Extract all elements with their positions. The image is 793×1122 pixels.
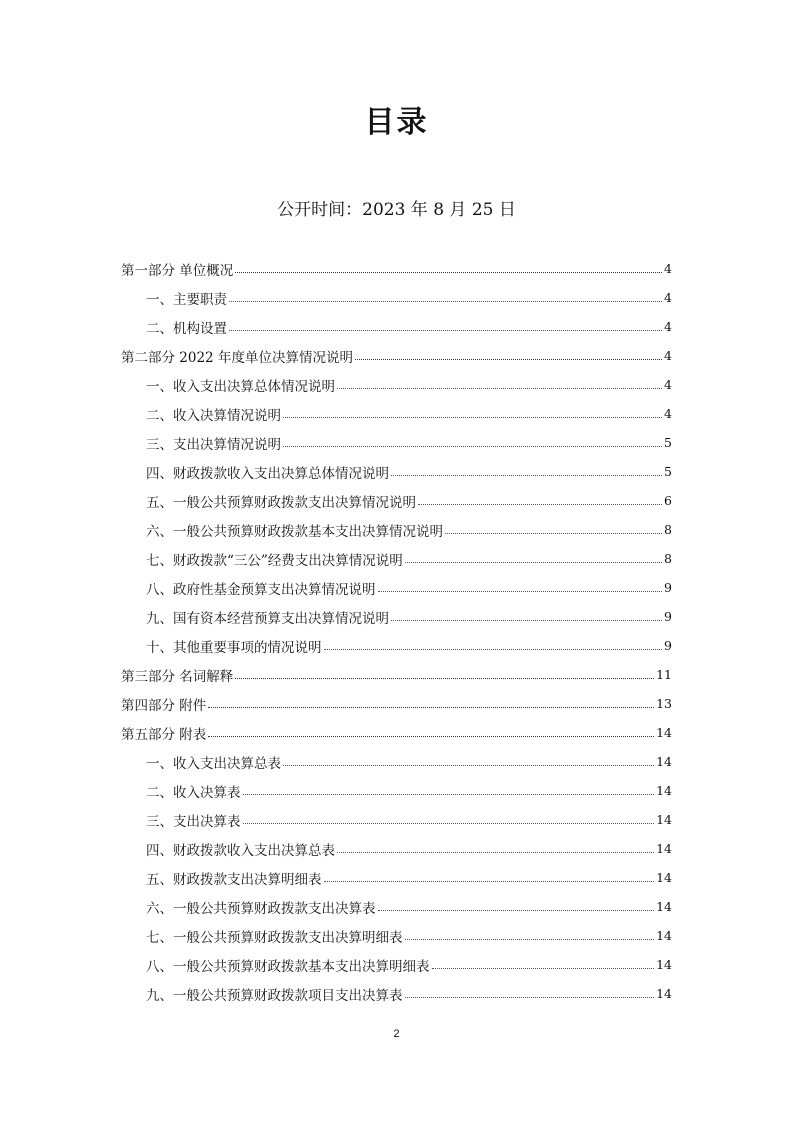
toc-entry[interactable] — [121, 631, 672, 660]
toc-entry-label: 二、收入决算情况说明 — [146, 407, 281, 424]
toc-entry-page: 4 — [664, 319, 672, 334]
toc-dot-leader — [208, 707, 654, 708]
toc-entry-label: 九、国有资本经营预算支出决算情况说明 — [146, 610, 389, 627]
toc-entry[interactable] — [121, 747, 672, 776]
toc-entry[interactable] — [121, 892, 672, 921]
toc-entry-label: 二、机构设置 — [146, 320, 227, 337]
toc-entry-page: 14 — [656, 899, 672, 914]
toc-entry-label: 一、收入支出决算总体情况说明 — [146, 378, 335, 395]
toc-entry-label: 四、财政拨款收入支出决算总表 — [146, 842, 335, 859]
toc-entry[interactable] — [121, 689, 672, 718]
toc-entry-page: 8 — [664, 522, 672, 537]
toc-entry[interactable] — [121, 834, 672, 863]
toc-entry[interactable] — [121, 428, 672, 457]
toc-entry-page: 5 — [664, 435, 672, 450]
toc-entry[interactable] — [121, 950, 672, 979]
toc-entry-label: 一、收入支出决算总表 — [146, 755, 281, 772]
toc-dot-leader — [283, 417, 662, 418]
page-number: 2 — [393, 1028, 400, 1040]
toc-entry-page: 14 — [656, 725, 672, 740]
toc-dot-leader — [391, 620, 662, 621]
toc-entry-label: 七、一般公共预算财政拨款支出决算明细表 — [146, 929, 403, 946]
toc-dot-leader — [405, 939, 655, 940]
toc-entry-page: 6 — [664, 493, 672, 508]
toc-dot-leader — [337, 852, 654, 853]
toc-dot-leader — [235, 272, 662, 273]
toc-entry[interactable] — [121, 370, 672, 399]
toc-entry[interactable] — [121, 254, 672, 283]
toc-dot-leader — [243, 794, 655, 795]
toc-dot-leader — [418, 504, 662, 505]
toc-dot-leader — [355, 359, 662, 360]
toc-entry-label: 四、财政拨款收入支出决算总体情况说明 — [146, 465, 389, 482]
toc-entry[interactable] — [121, 602, 672, 631]
toc-dot-leader — [337, 388, 662, 389]
toc-entry-label: 第三部分 名词解释 — [121, 668, 234, 685]
toc-entry-page: 4 — [664, 406, 672, 421]
toc-entry[interactable] — [121, 515, 672, 544]
toc-entry-label: 第四部分 附件 — [121, 697, 207, 714]
toc-dot-leader — [283, 446, 662, 447]
toc-dot-leader — [324, 649, 663, 650]
document-title: 目录 — [364, 105, 429, 140]
toc-entry-label: 八、一般公共预算财政拨款基本支出决算明细表 — [146, 958, 430, 975]
toc-entry-label: 九、一般公共预算财政拨款项目支出决算表 — [146, 987, 403, 1004]
toc-entry[interactable] — [121, 921, 672, 950]
toc-entry[interactable] — [121, 486, 672, 515]
toc-entry-page: 14 — [656, 812, 672, 827]
toc-entry-page: 14 — [656, 957, 672, 972]
toc-entry[interactable] — [121, 283, 672, 312]
toc-entry-page: 14 — [656, 928, 672, 943]
table-of-contents — [121, 254, 672, 1008]
toc-dot-leader — [243, 823, 655, 824]
toc-entry-label: 五、一般公共预算财政拨款支出决算情况说明 — [146, 494, 416, 511]
toc-entry-label: 第一部分 单位概况 — [121, 262, 234, 279]
toc-entry-page: 4 — [664, 377, 672, 392]
toc-entry-label: 六、一般公共预算财政拨款基本支出决算情况说明 — [146, 523, 443, 540]
toc-entry-page: 9 — [664, 609, 672, 624]
toc-entry-label: 三、支出决算表 — [146, 813, 241, 830]
toc-dot-leader — [378, 910, 655, 911]
toc-entry-page: 4 — [664, 261, 672, 276]
toc-entry-label: 七、财政拨款“三公”经费支出决算情况说明 — [146, 552, 403, 569]
toc-entry-page: 14 — [656, 986, 672, 1001]
toc-entry-label: 第五部分 附表 — [121, 726, 207, 743]
toc-entry[interactable] — [121, 544, 672, 573]
toc-entry-label: 十、其他重要事项的情况说明 — [146, 639, 322, 656]
toc-entry-page: 4 — [664, 348, 672, 363]
toc-entry[interactable] — [121, 979, 672, 1008]
toc-dot-leader — [229, 330, 662, 331]
toc-entry-label: 一、主要职责 — [146, 291, 227, 308]
toc-entry-label: 五、财政拨款支出决算明细表 — [146, 871, 322, 888]
toc-entry-label: 第二部分 2022 年度单位决算情况说明 — [121, 349, 353, 366]
toc-entry[interactable] — [121, 805, 672, 834]
toc-dot-leader — [283, 765, 654, 766]
toc-entry-page: 4 — [664, 290, 672, 305]
toc-entry-page: 14 — [656, 754, 672, 769]
toc-entry[interactable] — [121, 399, 672, 428]
toc-dot-leader — [445, 533, 662, 534]
toc-dot-leader — [235, 678, 654, 679]
toc-dot-leader — [405, 562, 662, 563]
toc-dot-leader — [432, 968, 655, 969]
toc-dot-leader — [378, 591, 663, 592]
toc-entry-page: 11 — [656, 667, 672, 682]
publish-time: 公开时间：2023 年 8 月 25 日 — [277, 200, 516, 220]
toc-entry-page: 8 — [664, 551, 672, 566]
toc-entry[interactable] — [121, 341, 672, 370]
toc-entry[interactable] — [121, 718, 672, 747]
toc-dot-leader — [324, 881, 655, 882]
toc-entry-label: 二、收入决算表 — [146, 784, 241, 801]
toc-entry-page: 14 — [656, 870, 672, 885]
toc-dot-leader — [405, 997, 655, 998]
toc-entry-label: 六、一般公共预算财政拨款支出决算表 — [146, 900, 376, 917]
toc-entry[interactable] — [121, 863, 672, 892]
toc-entry-label: 八、政府性基金预算支出决算情况说明 — [146, 581, 376, 598]
toc-entry-label: 三、支出决算情况说明 — [146, 436, 281, 453]
toc-entry[interactable] — [121, 457, 672, 486]
toc-entry-page: 13 — [656, 696, 672, 711]
toc-entry[interactable] — [121, 776, 672, 805]
toc-entry-page: 9 — [664, 638, 672, 653]
toc-dot-leader — [208, 736, 654, 737]
toc-entry[interactable] — [121, 573, 672, 602]
toc-entry[interactable] — [121, 660, 672, 689]
toc-entry-page: 9 — [664, 580, 672, 595]
toc-entry-page: 14 — [656, 783, 672, 798]
toc-entry[interactable] — [121, 312, 672, 341]
toc-entry-page: 14 — [656, 841, 672, 856]
toc-dot-leader — [391, 475, 662, 476]
toc-entry-page: 5 — [664, 464, 672, 479]
toc-dot-leader — [229, 301, 662, 302]
